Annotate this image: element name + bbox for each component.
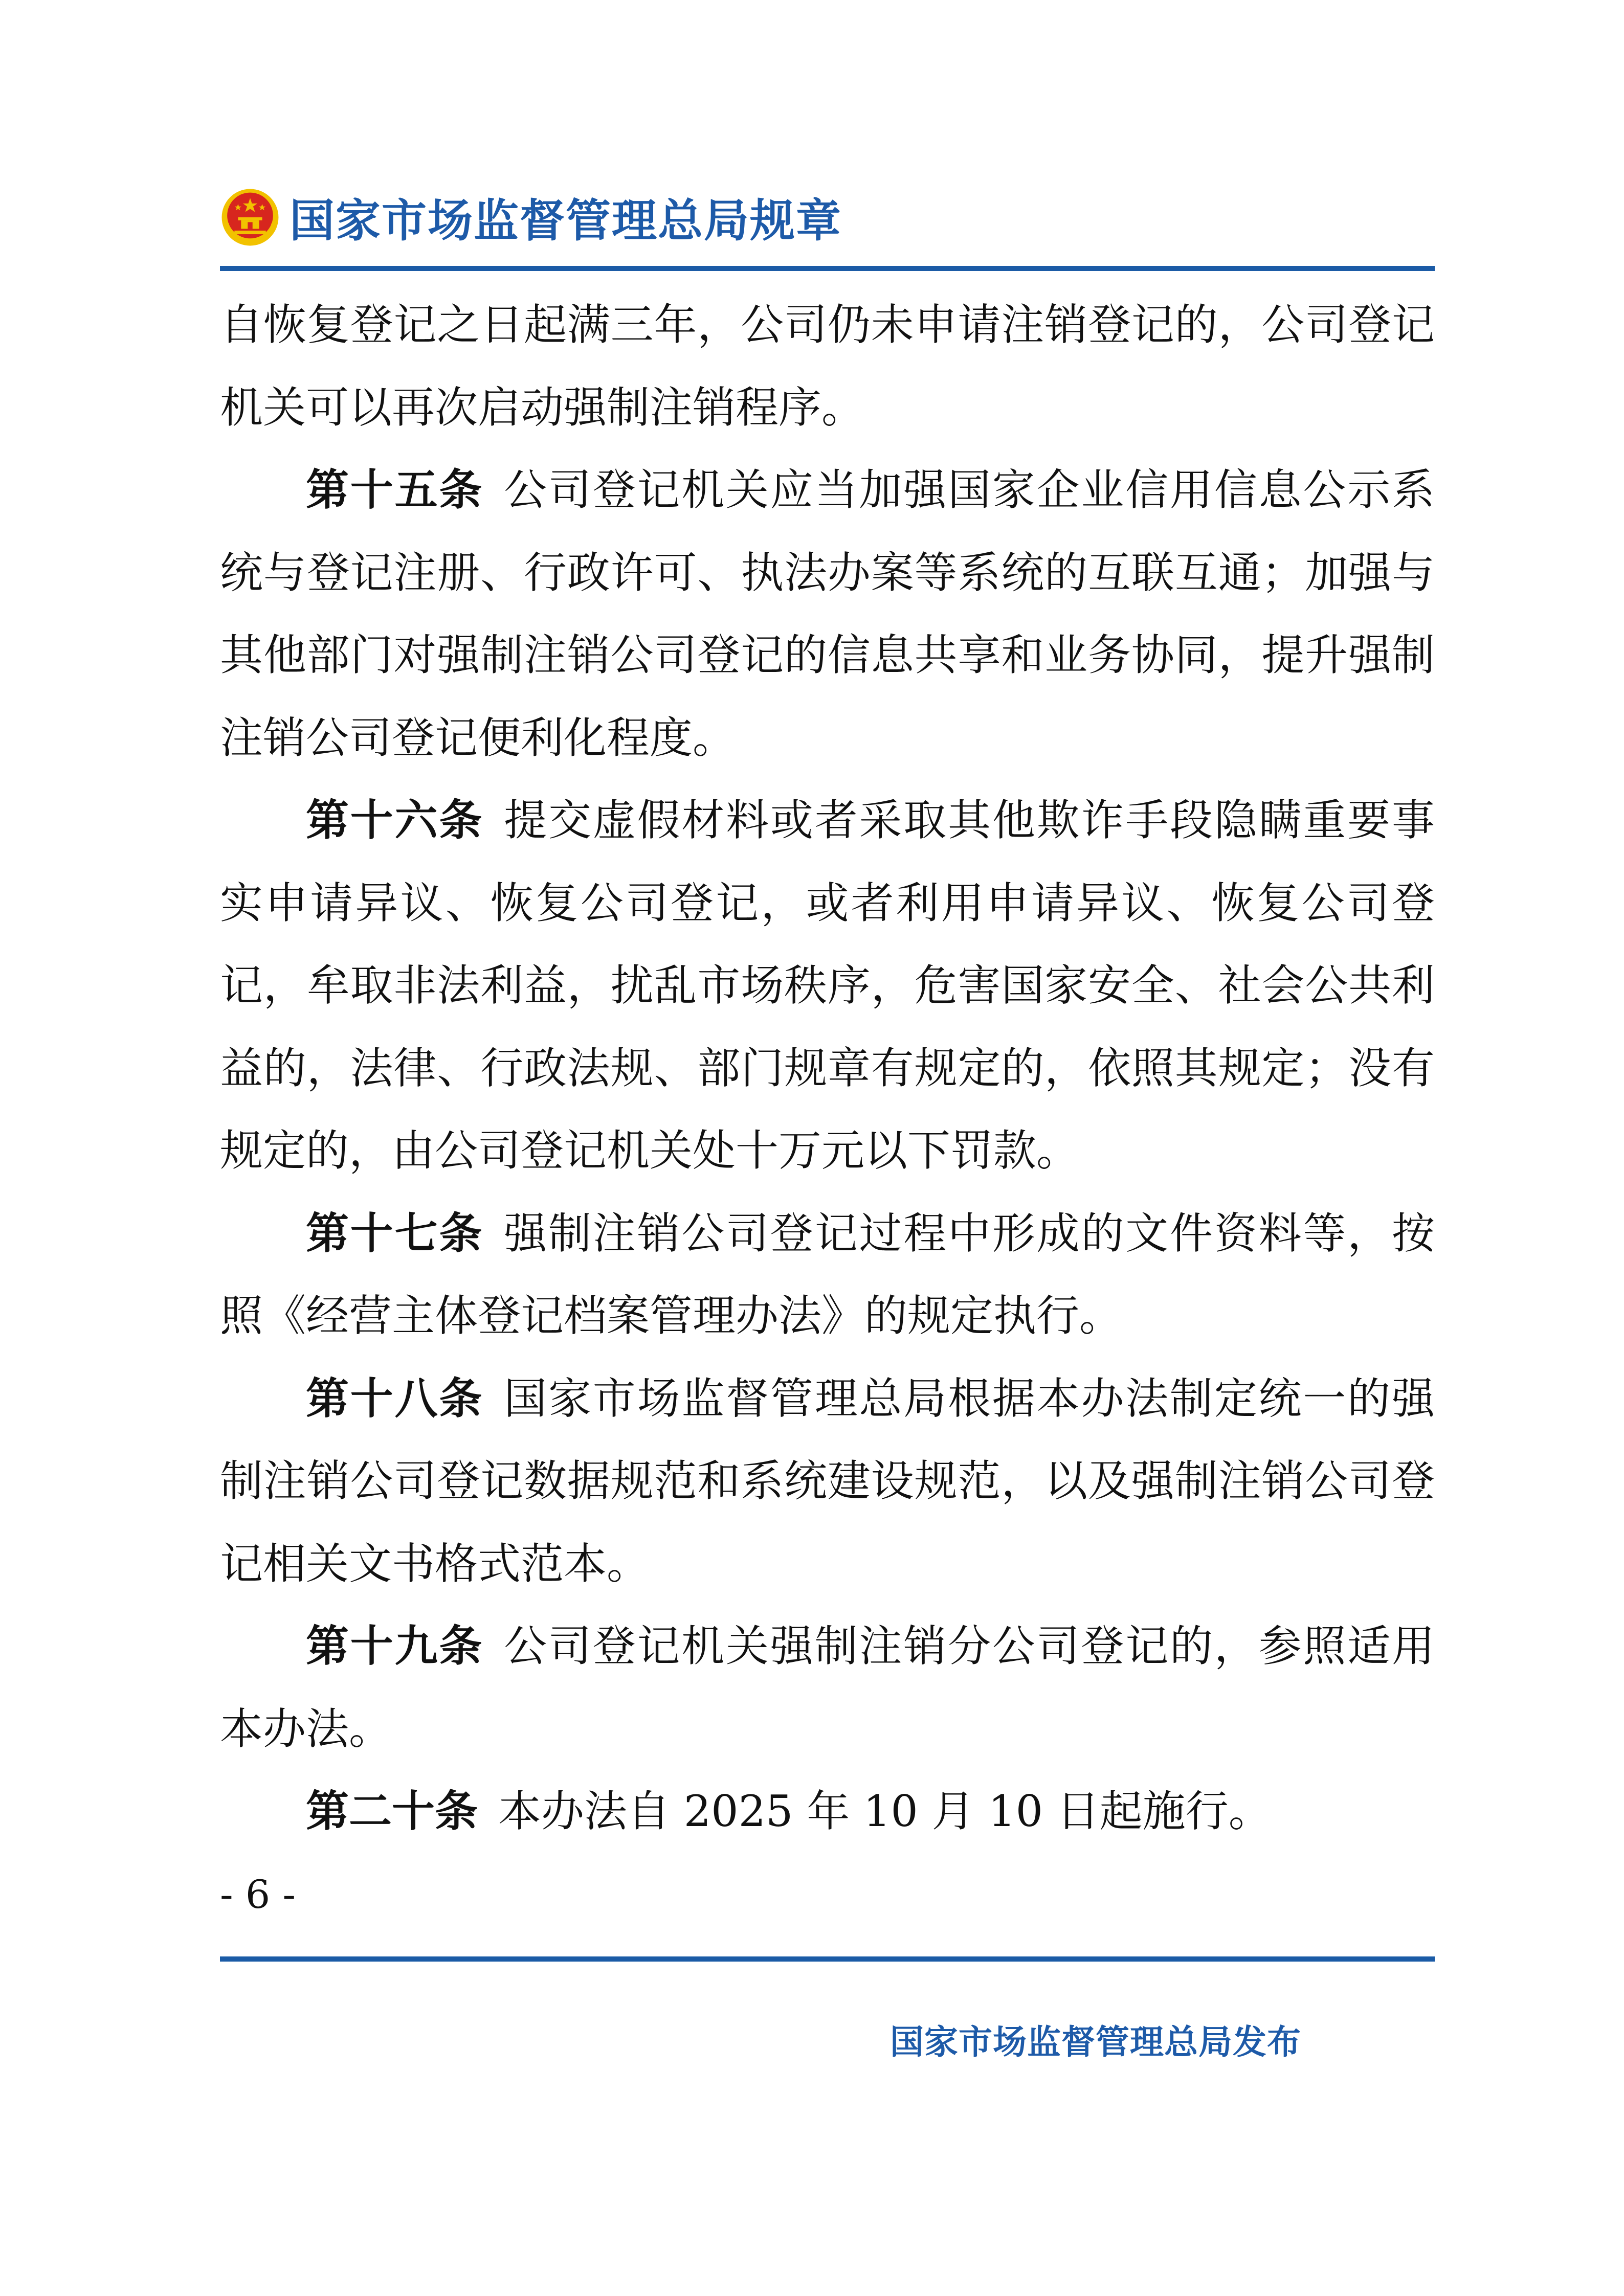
article-title: 第十五条 (306, 465, 484, 515)
header-title: 国家市场监督管理总局规章 (290, 194, 842, 247)
article-15 (220, 449, 1435, 779)
article-text: 强制注销公司登记过程中形成的文件资料等，按照《经营主体登记档案管理办法》的规定执行。 (220, 1208, 1435, 1341)
page-number: - 6 - (220, 1872, 296, 1917)
page-header (220, 176, 842, 258)
article-title: 第十六条 (306, 795, 484, 845)
article-20 (220, 1770, 1435, 1853)
article-text: 国家市场监督管理总局根据本办法制定统一的强制注销公司登记数据规范和系统建设规范，以及强制注销公司登记相关文书格式范本。 (220, 1373, 1435, 1589)
article-text: 公司登记机关强制注销分公司登记的，参照适用本办法。 (220, 1621, 1435, 1754)
article-text: 本办法自 2025 年 10 月 10 日起施行。 (498, 1786, 1272, 1836)
article-text: 提交虚假材料或者采取其他欺诈手段隐瞒重要事实申请异议、恢复公司登记，或者利用申请异议、恢复公司登记，牟取非法利益，扰乱市场秩序，危害国家安全、社会公共利益的，法律、行政法规、部门规章有规定的，依照其规定；没有规定的，由公司登记机关处十万元以下罚款。 (220, 795, 1435, 1176)
article-title: 第二十条 (306, 1786, 478, 1836)
article-17 (220, 1192, 1435, 1358)
footer-publisher: 国家市场监督管理总局发布 (890, 2022, 1301, 2062)
footer-divider (220, 1956, 1435, 1962)
national-emblem-icon (220, 187, 280, 247)
article-title: 第十七条 (306, 1208, 484, 1258)
article-text: 公司登记机关应当加强国家企业信用信息公示系统与登记注册、行政许可、执法办案等系统的互联互通；加强与其他部门对强制注销公司登记的信息共享和业务协同，提升强制注销公司登记便利化程度。 (220, 465, 1435, 763)
header-divider (220, 266, 1435, 271)
continuation-paragraph: 自恢复登记之日起满三年，公司仍未申请注销登记的，公司登记机关可以再次启动强制注销程序。 (220, 300, 1435, 433)
article-title: 第十八条 (306, 1373, 484, 1424)
article-16 (220, 779, 1435, 1192)
document-body (220, 284, 1435, 1853)
article-18 (220, 1358, 1435, 1606)
article-title: 第十九条 (306, 1621, 484, 1671)
article-19 (220, 1605, 1435, 1770)
